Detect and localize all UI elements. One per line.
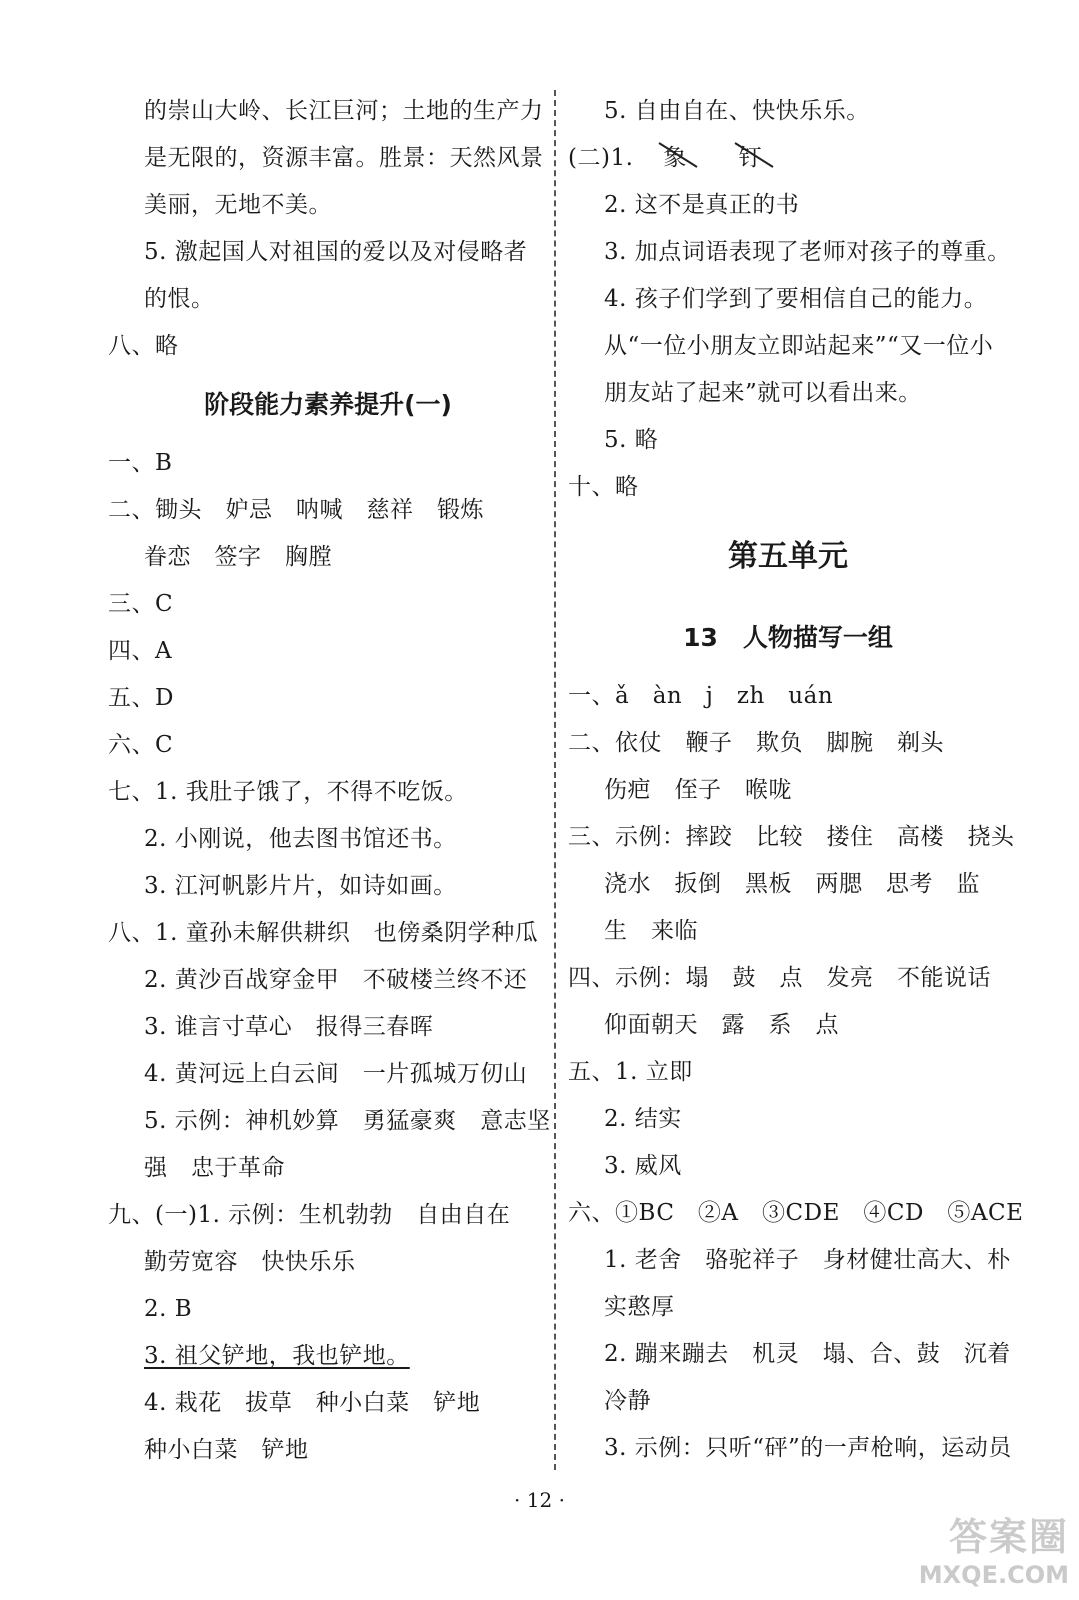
answer-item: 四、示例：塌 鼓 点 发亮 不能说话: [568, 965, 991, 991]
answer-item: 伤疤 侄子 喉咙: [604, 777, 792, 803]
watermark-logo: [899, 1506, 1069, 1589]
watermark-text: 答案圈: [948, 1515, 1069, 1559]
watermark-domain: MXQE.COM: [918, 1561, 1069, 1589]
answer-item: 二、依仗 鞭子 欺负 脚腕 剃头: [568, 730, 944, 756]
text-line: 5. 激起国人对祖国的爱以及对侵略者: [144, 239, 528, 265]
text-line: [568, 135, 1008, 182]
marked-char: 象: [663, 145, 687, 171]
answer-item: 七、1. 我肚子饿了，不得不吃饭。: [108, 779, 468, 805]
answer-item: 5. 示例：神机妙算 勇猛豪爽 意志坚: [144, 1108, 551, 1134]
text-line: 4. 孩子们学到了要相信自己的能力。: [604, 286, 988, 312]
item-prefix: (二)1.: [568, 145, 634, 171]
text-line: 2. 这不是真正的书: [604, 192, 800, 218]
underlined-answer: 3. 祖父铲地，我也铲地。: [144, 1343, 410, 1369]
answer-item: 五、D: [108, 685, 174, 711]
answer-item: 2. B: [144, 1296, 193, 1322]
text-line: 从“一位小朋友立即站起来”“又一位小: [604, 333, 994, 359]
answer-item: 2. 蹦来蹦去 机灵 塌、合、鼓 沉着: [604, 1341, 1011, 1367]
answer-item: 三、C: [108, 591, 174, 617]
answer-item: 2. 小刚说，他去图书馆还书。: [144, 826, 457, 852]
page-number: · 12 ·: [514, 1488, 565, 1512]
answer-item: 3. 威风: [604, 1153, 682, 1179]
answer-item: 生 来临: [604, 918, 698, 944]
answer-item: 3. 示例：只听“砰”的一声枪响，运动员: [604, 1435, 1012, 1461]
answer-item: 仰面朝天 露 系 点: [604, 1012, 839, 1038]
answer-item: 五、1. 立即: [568, 1059, 693, 1085]
text-line: 十、略: [568, 474, 639, 500]
marked-char: 钉: [738, 145, 763, 171]
answer-item: 强 忠于革命: [144, 1155, 285, 1181]
text-line: 3. 加点词语表现了老师对孩子的尊重。: [604, 239, 1011, 265]
answer-item: 眷恋 签字 胸膛: [144, 544, 332, 570]
answer-item: 冷静: [604, 1388, 651, 1414]
answer-item: 4. 栽花 拔草 种小白菜 铲地: [144, 1390, 481, 1416]
answer-item: 2. 结实: [604, 1106, 682, 1132]
answer-item: 一、ǎ àn j zh uán: [568, 683, 834, 709]
answer-item: 三、示例：摔跤 比较 搂住 高楼 挠头: [568, 824, 1015, 850]
right-column: [568, 88, 1024, 1472]
slash-mark-icon: [733, 139, 777, 175]
section-title: 阶段能力素养提升(一): [204, 390, 452, 419]
lesson-title: 13 人物描写一组: [683, 623, 893, 652]
text-line: 5. 略: [604, 427, 659, 453]
marked-char-2: [739, 135, 763, 182]
marked-char-1: [663, 135, 687, 182]
answer-item: 3. 谁言寸草心 报得三春晖: [144, 1014, 434, 1040]
text-line: 八、略: [108, 333, 179, 359]
answer-item: 二、锄头 妒忌 呐喊 慈祥 锻炼: [108, 497, 484, 523]
text-line: 朋友站了起来”就可以看出来。: [604, 380, 922, 406]
left-column: [108, 88, 551, 1474]
answer-item: 九、(一)1. 示例：生机勃勃 自由自在: [108, 1202, 511, 1228]
answer-item: [108, 1333, 548, 1380]
text-line: 是无限的，资源丰富。胜景：天然风景: [144, 145, 544, 171]
answer-item: 一、B: [108, 450, 173, 476]
answer-item: 勤劳宽容 快快乐乐: [144, 1249, 356, 1275]
answer-item: 4. 黄河远上白云间 一片孤城万仞山: [144, 1061, 528, 1087]
text-line: 5. 自由自在、快快乐乐。: [604, 98, 870, 124]
answer-item: 浇水 扳倒 黑板 两腮 思考 监: [604, 871, 980, 897]
text-line: 的恨。: [144, 286, 215, 312]
unit-title: 第五单元: [728, 539, 848, 574]
answer-item: 六、①BC ②A ③CDE ④CD ⑤ACE: [568, 1200, 1024, 1226]
column-divider: [554, 90, 556, 1470]
text-line: 的崇山大岭、长江巨河；土地的生产力: [144, 98, 544, 124]
answer-item: 实憨厚: [604, 1294, 675, 1320]
text-line: 美丽，无地不美。: [144, 192, 332, 218]
answer-item: 四、A: [108, 638, 173, 664]
answer-item: 2. 黄沙百战穿金甲 不破楼兰终不还: [144, 967, 528, 993]
answer-item: 种小白菜 铲地: [144, 1437, 309, 1463]
answer-item: 八、1. 童孙未解供耕织 也傍桑阴学种瓜: [108, 920, 539, 946]
slash-mark-icon: [657, 139, 701, 175]
answer-item: 3. 江河帆影片片，如诗如画。: [144, 873, 457, 899]
answer-item: 六、C: [108, 732, 174, 758]
answer-item: 1. 老舍 骆驼祥子 身材健壮高大、朴: [604, 1247, 1011, 1273]
